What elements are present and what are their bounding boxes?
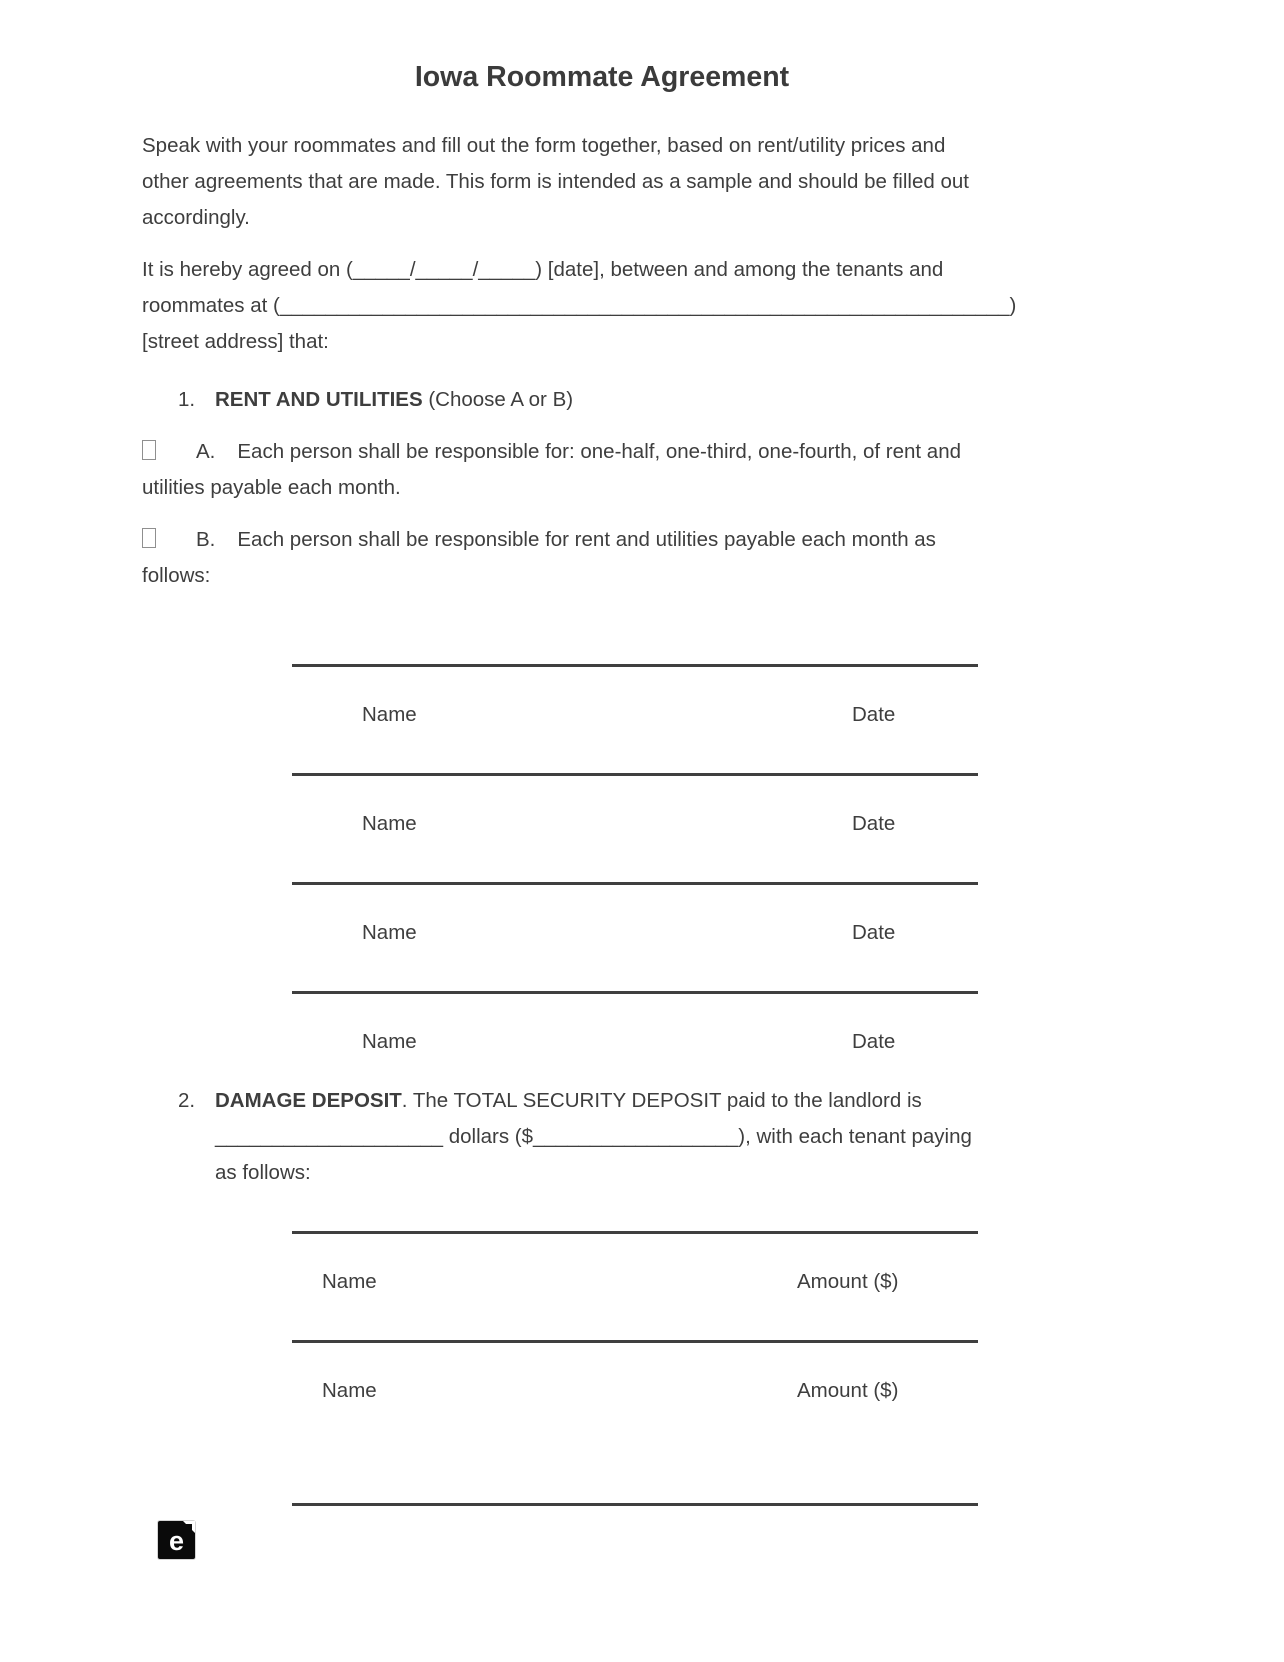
name-label: Name <box>322 1379 377 1402</box>
agreement-line1-post: ) [date], between and among the tenants and <box>535 258 944 281</box>
agreement-paragraph <box>142 252 1062 360</box>
option-b-line-2: follows: <box>142 564 211 587</box>
deposit-signature-block <box>142 1231 1062 1449</box>
section2-heading <box>142 1083 1062 1119</box>
name-label: Name <box>362 921 417 944</box>
date-slash: / <box>409 258 416 281</box>
signature-row <box>292 664 978 773</box>
deposit-row <box>292 1231 978 1340</box>
section2-number: 2. <box>178 1089 196 1112</box>
option-b-line-1 <box>142 522 1062 558</box>
agreement-line2-post: ) <box>1009 294 1017 317</box>
date-label: Date <box>852 703 896 726</box>
option-a-text: Each person shall be responsible for: one-half, one-third, one-fourth, of rent and <box>237 440 962 463</box>
intro-line-2: other agreements that are made. This form is intended as a sample and should be filled out <box>142 170 969 193</box>
signature-line[interactable] <box>292 1340 978 1343</box>
deposit-row <box>292 1340 978 1449</box>
option-a-letter: A. <box>196 440 216 463</box>
date-year-blank[interactable]: _____ <box>478 258 536 281</box>
signature-line[interactable] <box>292 991 978 994</box>
checkbox-b-icon[interactable] <box>142 528 156 548</box>
option-b-text: Each person shall be responsible for rent and utilities payable each month as <box>237 528 936 551</box>
name-label: Name <box>362 812 417 835</box>
date-day-blank[interactable]: _____ <box>415 258 473 281</box>
name-label: Name <box>362 703 417 726</box>
signature-line[interactable] <box>292 773 978 776</box>
option-b <box>142 522 1062 594</box>
signature-line[interactable] <box>292 882 978 885</box>
section2 <box>142 1083 1062 1191</box>
section1-number: 1. <box>178 388 196 411</box>
section1-heading <box>142 382 1062 418</box>
eforms-logo-letter: e <box>168 1526 185 1556</box>
intro-line-3: accordingly. <box>142 206 250 229</box>
amount-label: Amount ($) <box>797 1379 899 1402</box>
date-month-blank[interactable]: _____ <box>352 258 410 281</box>
street-address-blank[interactable]: ________________________________________________________________ <box>279 294 1010 317</box>
name-label: Name <box>362 1030 417 1053</box>
name-label: Name <box>322 1270 377 1293</box>
option-b-letter: B. <box>196 528 216 551</box>
section2-line1-rest: . The TOTAL SECURITY DEPOSIT paid to the landlord is <box>401 1089 922 1112</box>
deposit-amount-blank[interactable]: __________________ <box>533 1125 739 1148</box>
date-label: Date <box>852 812 896 835</box>
signature-row <box>292 882 978 991</box>
section1-title-rest: (Choose A or B) <box>422 388 574 411</box>
option-a-line-1 <box>142 434 1062 470</box>
deposit-total-blank[interactable]: ____________________ <box>215 1125 444 1148</box>
page-title: Iowa Roommate Agreement <box>414 61 790 93</box>
amount-label: Amount ($) <box>797 1270 899 1293</box>
signature-row <box>292 991 978 1069</box>
signature-line[interactable] <box>292 1503 978 1506</box>
intro-paragraph <box>142 128 1062 236</box>
date-label: Date <box>852 1030 896 1053</box>
section2-line-2 <box>215 1119 1062 1155</box>
agreement-line-3: [street address] that: <box>142 330 329 353</box>
checkbox-a-icon[interactable] <box>142 440 156 460</box>
agreement-line-2 <box>142 288 1062 324</box>
eforms-logo[interactable] <box>158 1521 195 1559</box>
date-label: Date <box>852 921 896 944</box>
section2-line2-mid: dollars ($ <box>443 1125 534 1148</box>
option-a-line-2: utilities payable each month. <box>142 476 401 499</box>
signature-line[interactable] <box>292 664 978 667</box>
agreement-line-1 <box>142 252 1062 288</box>
agreement-line2-pre: roommates at ( <box>142 294 280 317</box>
section2-title: DAMAGE DEPOSIT <box>215 1089 402 1112</box>
section2-line2-post: ), with each tenant paying <box>738 1125 972 1148</box>
signature-row <box>292 773 978 882</box>
signature-line[interactable] <box>292 1231 978 1234</box>
option-a <box>142 434 1062 506</box>
date-slash: / <box>472 258 479 281</box>
agreement-line1-pre: It is hereby agreed on ( <box>142 258 353 281</box>
rent-signature-block <box>142 664 1062 1069</box>
section2-line-3: as follows: <box>215 1161 311 1184</box>
section1-title: RENT AND UTILITIES <box>215 388 423 411</box>
intro-line-1: Speak with your roommates and fill out the form together, based on rent/utility prices and <box>142 134 946 157</box>
